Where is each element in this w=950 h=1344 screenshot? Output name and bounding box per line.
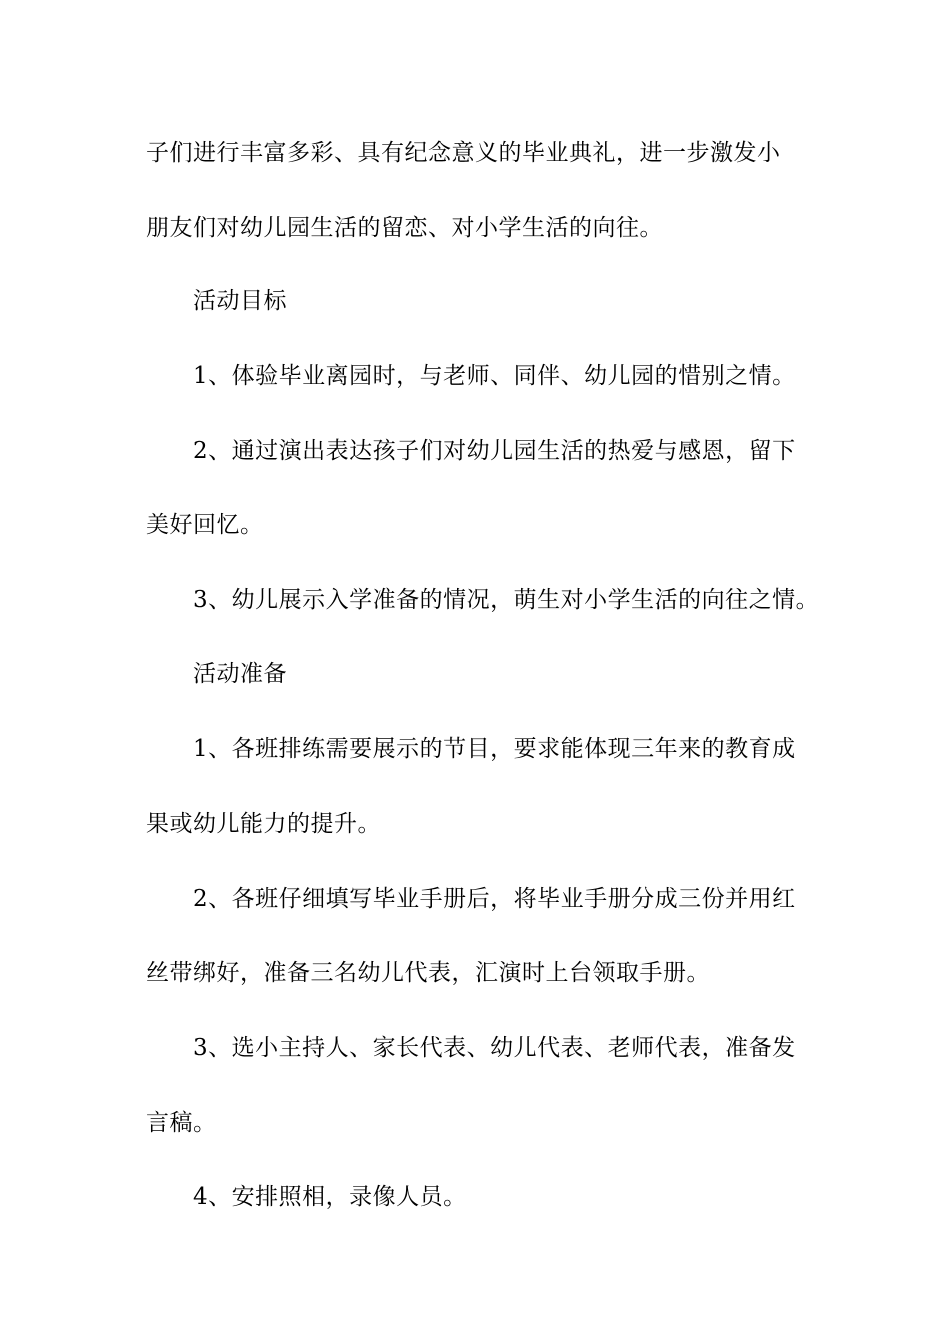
paragraph-line: 子们进行丰富多彩、具有纪念意义的毕业典礼，进一步激发小 [146,140,781,166]
prep-item-1-continued: 果或幼儿能力的提升。 [146,811,381,837]
prep-item-2-continued: 丝带绑好，准备三名幼儿代表，汇演时上台领取手册。 [146,960,710,986]
prep-item-2: 2、各班仔细填写毕业手册后，将毕业手册分成三份并用红 [193,886,796,912]
goal-item-2: 2、通过演出表达孩子们对幼儿园生活的热爱与感恩，留下 [193,438,796,464]
goal-item-2-continued: 美好回忆。 [146,512,264,538]
prep-item-3: 3、选小主持人、家长代表、幼儿代表、老师代表，准备发 [193,1035,796,1061]
goal-item-1: 1、体验毕业离园时，与老师、同伴、幼儿园的惜别之情。 [193,363,796,389]
section-heading-goals: 活动目标 [193,288,287,314]
prep-item-4: 4、安排照相，录像人员。 [193,1184,467,1210]
goal-item-3: 3、幼儿展示入学准备的情况，萌生对小学生活的向往之情。 [193,587,820,613]
section-heading-preparation: 活动准备 [193,661,287,687]
paragraph-line: 朋友们对幼儿园生活的留恋、对小学生活的向往。 [146,215,663,241]
prep-item-1: 1、各班排练需要展示的节目，要求能体现三年来的教育成 [193,736,796,762]
prep-item-3-continued: 言稿。 [146,1110,217,1136]
